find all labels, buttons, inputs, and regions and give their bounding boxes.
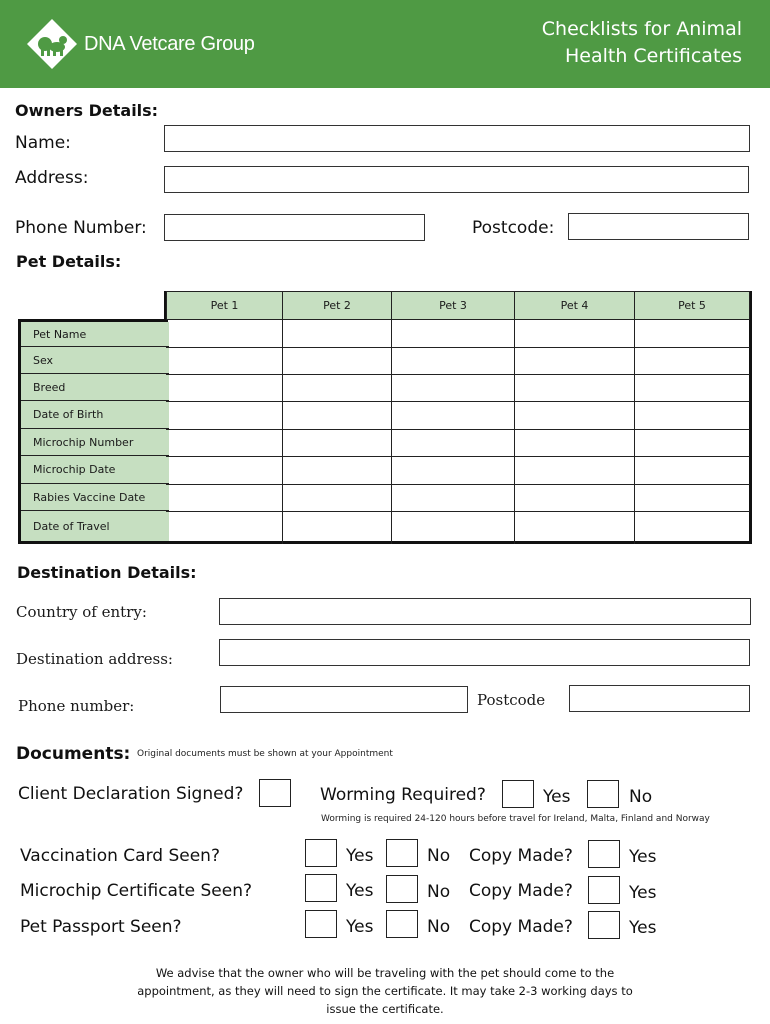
microchip-certificate-label: Microchip Certificate Seen?: [20, 881, 253, 901]
microchip-copy-label: Copy Made?: [469, 881, 573, 901]
microchip-copy-checkbox[interactable]: [588, 876, 620, 904]
destination-address-label: Destination address:: [16, 650, 173, 668]
destination-address-field[interactable]: [219, 639, 750, 666]
vaccination-copy-label: Copy Made?: [469, 846, 573, 866]
passport-no-checkbox[interactable]: [386, 910, 418, 938]
pet-details-heading: Pet Details:: [16, 252, 122, 271]
passport-copy-yes-label: Yes: [629, 918, 657, 938]
pet-row-header: Date of Travel: [21, 511, 169, 541]
grid-line: [166, 456, 750, 457]
client-declaration-checkbox[interactable]: [259, 779, 291, 807]
destination-postcode-field[interactable]: [569, 685, 750, 712]
pet-details-table: [18, 291, 752, 544]
worming-no-checkbox[interactable]: [587, 780, 619, 808]
footer-advice: [120, 964, 650, 1018]
grid-line: [166, 374, 750, 375]
worming-no-label: No: [629, 787, 653, 807]
vaccination-no-label: No: [427, 846, 451, 866]
pet-row-header: Date of Birth: [21, 401, 169, 429]
pet-row-header: Microchip Date: [21, 456, 169, 484]
owners-details-heading: Owners Details:: [15, 101, 159, 120]
footer-line3: issue the certificate.: [326, 1002, 444, 1016]
address-label: Address:: [15, 168, 89, 188]
passport-yes-label: Yes: [346, 917, 374, 937]
pet-column-header: Pet 3: [391, 291, 515, 320]
name-label: Name:: [15, 133, 71, 153]
destination-phone-label: Phone number:: [18, 697, 135, 715]
page-title-line2: Health Certificates: [564, 45, 742, 67]
grid-line: [166, 347, 750, 348]
grid-line: [634, 291, 635, 544]
documents-heading: Documents:: [16, 744, 131, 764]
vaccination-copy-checkbox[interactable]: [588, 840, 620, 868]
pet-column-header: Pet 5: [634, 291, 750, 320]
destination-details-heading: Destination Details:: [17, 563, 197, 582]
vaccination-yes-label: Yes: [346, 846, 374, 866]
footer-line1: We advise that the owner who will be traveling with the pet should come to the: [155, 966, 615, 980]
pet-row-header: Pet Name: [21, 322, 169, 347]
owner-address-field[interactable]: [164, 166, 749, 193]
microchip-no-label: No: [427, 882, 451, 902]
pet-column-header: Pet 2: [282, 291, 392, 320]
passport-copy-checkbox[interactable]: [588, 911, 620, 939]
passport-no-label: No: [427, 917, 451, 937]
vaccination-no-checkbox[interactable]: [386, 839, 418, 867]
footer-line2: appointment, as they will need to sign the certificate. It may take 2-3 working days to: [137, 984, 633, 998]
microchip-no-checkbox[interactable]: [386, 875, 418, 903]
page-title-line1: Checklists for Animal: [541, 18, 742, 40]
documents-note: Original documents must be shown at your Appointment: [137, 749, 393, 759]
worming-yes-label: Yes: [543, 787, 571, 807]
grid-line: [166, 429, 750, 430]
header-banner: [0, 0, 770, 88]
pet-column-header: Pet 4: [514, 291, 635, 320]
pet-row-header: Breed: [21, 374, 169, 401]
worming-required-label: Worming Required?: [320, 785, 486, 805]
brand-name: DNA Vetcare Group: [84, 33, 255, 55]
pet-table-border: [164, 291, 752, 544]
page-title: [482, 16, 742, 70]
vaccination-yes-checkbox[interactable]: [305, 839, 337, 867]
destination-postcode-label: Postcode: [477, 691, 546, 709]
grid-line: [166, 401, 750, 402]
worming-note: Worming is required 24-120 hours before travel for Ireland, Malta, Finland and Norway: [321, 814, 710, 824]
grid-line: [166, 511, 750, 512]
country-of-entry-label: Country of entry:: [16, 603, 147, 621]
postcode-label: Postcode:: [472, 218, 555, 238]
destination-phone-field[interactable]: [220, 686, 468, 713]
grid-line: [391, 291, 392, 544]
pet-passport-label: Pet Passport Seen?: [20, 917, 182, 937]
grid-line: [282, 291, 283, 544]
client-declaration-label: Client Declaration Signed?: [18, 784, 244, 804]
country-of-entry-field[interactable]: [219, 598, 751, 625]
pet-row-header: Microchip Number: [21, 429, 169, 456]
dna-vetcare-logo-icon: [26, 18, 78, 70]
passport-copy-label: Copy Made?: [469, 917, 573, 937]
owner-postcode-field[interactable]: [568, 213, 749, 240]
phone-number-label: Phone Number:: [15, 218, 147, 238]
vaccination-card-label: Vaccination Card Seen?: [20, 846, 220, 866]
pet-row-header: Sex: [21, 347, 169, 374]
owner-name-field[interactable]: [164, 125, 750, 152]
vaccination-copy-yes-label: Yes: [629, 847, 657, 867]
grid-line: [514, 291, 515, 544]
owner-phone-field[interactable]: [164, 214, 425, 241]
pet-row-header: Rabies Vaccine Date: [21, 484, 169, 511]
microchip-yes-checkbox[interactable]: [305, 874, 337, 902]
microchip-yes-label: Yes: [346, 881, 374, 901]
pet-column-header: Pet 1: [166, 291, 283, 320]
grid-line: [166, 484, 750, 485]
worming-yes-checkbox[interactable]: [502, 780, 534, 808]
passport-yes-checkbox[interactable]: [305, 910, 337, 938]
microchip-copy-yes-label: Yes: [629, 883, 657, 903]
